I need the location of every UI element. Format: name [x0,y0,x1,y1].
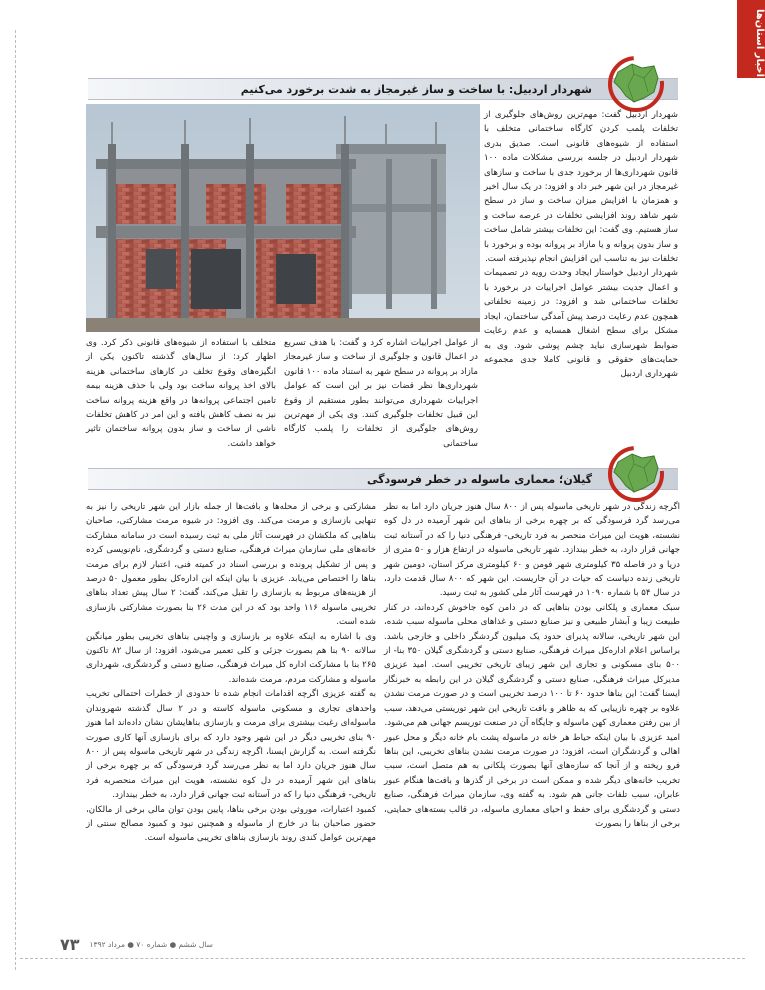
page-margin-line [15,30,16,970]
paragraph: مشارکتی و برخی از محله‌ها و بافت‌ها از جمله بازار این شهر تاریخی را نیز به تنهایی بازسازی و مرمت می‌کند. وی افزود: در شیوه مرمت مشارکتی، صاحبان بناهایی که ملکشان در فهرست آثار ملی به ثبت رسیده است در سامانه مشارکت خانه‌های ملی سازمان میراث فرهنگی، صنایع دستی و گردشگری، نام‌نویسی کرده و پس از تشکیل پرونده و بررسی اسناد در کمیته فنی، اعتبار لازم برای مرمت بناها را اختصاص می‌یابد. عزیزی با بیان اینکه این اداره‌کل بطور معمول ۵۰ درصد از هزینه‌های مربوط به بازسازی را تقبل می‌کند، گفت: ۲ سال پیش تعداد بناهای تخریبی ماسوله ۱۱۶ واحد بود که در این مدت ۲۶ بنا بصورت مشارکتی بازسازی شده است. [86,502,376,628]
ardabil-column-right [484,108,678,382]
paragraph: امید عزیزی با بیان اینکه حیاط هر خانه در ماسوله پشت بام خانه دیگر و محل عبور اهالی و گردشگران است، افزود: در صورت مرمت نشدن بناهای تخریبی، این بناها فرو ریخته و از آنجا که سازه‌های آنها بصورت پلکانی به هم متصل است، سبب تخریب خانه‌های دیگر شده و ممکن است در برخی از گذرها و بافت‌ها هنگام عبور عابران، سبب تلفات جانی هم شود. به گفته وی، سازمان میراث فرهنگی، صنایع دستی و گردشگری برای حفظ و احیای معماری ماسوله، در قالب بسته‌های حمایتی، برخی از بناها را بصورت [384,732,680,829]
section-tab: اخبار استان‌ها [737,0,765,78]
paragraph: اگرچه زندگی در شهر تاریخی ماسوله پس از ۸۰۰ سال هنوز جریان دارد اما به نظر می‌رسد گرد فرسودگی که بر چهره برخی از بناهای این شهر آرمیده در دل کوه نشسته، هویت این میراث منحصر به فرد تاریخی- فرهنگی دنیا را که در آستانه ثبت جهانی قرار دارد، به خطر بیندازد. شهر تاریخی ماسوله در ارتفاع هزار و ۵۰ متری از دریا و در فاصله ۳۵ کیلومتری شهر فومن و ۶۰ کیلومتری مرکز استان، دومین شهر تاریخی زنده دنیاست که حیات در آن جاریست. این شهر که ۸۰۰ سال قدمت دارد، در سال ۵۴ با شماره ۱۰۹۰ در فهرست آثار ملی کشور به ثبت رسید. [384,502,680,599]
iran-map-icon [604,52,668,112]
paragraph: کمبود اعتبارات، موروثی بودن برخی بناها، پایین بودن توان مالی برخی از مالکان، حضور صاحبان بنا در خارج از ماسوله و همچنین نبود و کمبود مصالح سنتی از مهم‌ترین عوامل کندی روند بازسازی بناهای تخریبی ماسوله است. [86,804,376,844]
paragraph: شهردار اردبیل گفت: مهم‌ترین روش‌های جلوگیری از تخلفات پلمب کردن کارگاه ساختمانی متخلف با استفاده از شیوه‌های قانونی است. صدیق بدری شهردار اردبیل در جلسه بررسی مشکلات ماده ۱۰۰ قانون شهرداری‌ها از برخورد جدی با ساخت و سازهای غیرمجاز در این شهر خبر داد و افزود: در یک سال اخیر و همزمان با افزایش میزان ساخت و ساز در سطح شهر شاهد روند افزایشی تخلفات در عرصه ساخت و ساز هستیم. وی گفت: این تخلفات بیشتر شامل ساخت و ساز بدون پروانه و یا مازاد بر پروانه بوده و برخورد با تخلفات نیز به تناسب این افزایش انجام نپذیرفته است. [484,110,678,265]
issue-info: سال ششم ● شماره ۷۰ ● مرداد ۱۳۹۲ [89,939,213,949]
iran-map-icon [604,442,668,502]
page-footer [60,936,213,952]
paragraph: به گفته عزیزی اگرچه اقدامات انجام شده تا حدودی از خطرات احتمالی تخریب واحدهای تجاری و مسکونی ماسوله کاسته و در ۲ سال گذشته شهروندان ماسوله‌ای رغبت بیشتری برای مرمت و بازسازی بناهایشان نشان داده‌اند اما هنوز ۹۰ بنای تخریبی دیگر در این شهر وجود دارد که برای بازسازی آنها کاری صورت نگرفته است. به گزارش ایسنا، اگرچه زندگی در شهر تاریخی ماسوله پس از ۸۰۰ سال هنوز جریان دارد اما به نظر می‌رسد گرد فرسودگی که بر چهره برخی از بناهای این شهر آرمیده در دل کوه نشسته، هویت این میراث منحصربه فرد تاریخی- فرهنگی دنیا را که در آستانه ثبت جهانی قرار دارد، به خطر بیندازد. [86,689,376,801]
ardabil-column-left [86,336,276,451]
construction-image [86,104,480,332]
section-header-ardabil [88,78,678,100]
paragraph: از عوامل اجراییات اشاره کرد و گفت: با هدف تسریع در اعمال قانون و جلوگیری از ساخت و ساز غیرمجاز مازاد بر پروانه در سطح شهر به استناد ماده ۱۰۰ قانون شهرداری‌ها نظر قضات نیز بر این است که عوامل اجراییات شهرداری می‌توانند بطور مستقیم از وقوع این قبیل تخلفات جلوگیری کنند. وی یکی از مهم‌ترین روش‌های جلوگیری از تخلفات را پلمب کارگاه ساختمانی [284,338,478,449]
paragraph: سبک معماری و پلکانی بودن بناهایی که در دامن کوه جاخوش کرده‌اند، در کنار طبیعت زیبا و آبشار طبیعی و نیز صنایع دستی و غذاهای محلی ماسوله سبب شده، این شهر تاریخی، سالانه پذیرای حدود یک میلیون گردشگر داخلی و خارجی باشد. براساس اعلام اداره‌کل میراث فرهنگی، صنایع دستی و گردشگری گیلان ۳۵۰ بنا- از ۵۰۰ بنای مسکونی و تجاری این شهر زیبای تاریخی تخریبی است. امید عزیزی مدیرکل میراث فرهنگی، صنایع دستی و گردشگری گیلان در این رابطه به خبرنگار ایسنا گفت: این بناها حدود ۶۰ تا ۱۰۰ درصد تخریبی است و در صورت مرمت نشدن علاوه بر چهره نازیبایی که به ظاهر و بافت تاریخی این شهر توریستی می‌دهد، سبب از بین رفتن معماری کهن ماسوله و جایگاه آن در صنعت توریسم جهانی هم می‌شود. [384,602,680,729]
gilan-column-right [384,500,680,831]
ardabil-column-middle [284,336,478,451]
paragraph: وی با اشاره به اینکه علاوه بر بازسازی و واچینی بناهای تخریبی بطور میانگین سالانه ۹۰ بنا هم بصورت جزئی و کلی تعمیر می‌شود، افزود: از سال ۸۲ تاکنون ۲۶۵ بنا با مشارکت اداره کل میراث فرهنگی، صنایع دستی و گردشگری، شهرداری ماسوله و مشارکت مردم، مرمت شده‌اند. [86,631,377,685]
section-title: شهردار اردبیل: با ساخت و ساز غیرمجاز به شدت برخورد می‌کنیم [240,82,592,96]
paragraph: متخلف با استفاده از شیوه‌های قانونی ذکر کرد. وی اظهار کرد: از سال‌های گذشته تاکنون یکی از انگیزه‌های وقوع تخلف در کارهای ساختمانی هزینه بالای اخذ پروانه ساخت بود ولی با حذف هزینه بیمه تامین اجتماعی پروانه‌ها در واقع هزینه پروانه ساخت نیز به نصف کاهش یافته و این امر در کاهش تخلفات ناشی از ساخت و ساز بدون پروانه ساختمان تاثیر خواهد داشت. [86,338,276,449]
section-title: گیلان؛ معماری ماسوله در خطر فرسودگی [367,472,592,486]
building-photo [86,104,480,332]
page-number: ۷۳ [60,934,80,954]
footer-divider [20,958,745,959]
paragraph: شهردار اردبیل خواستار ایجاد وحدت رویه در تصمیمات و اعمال جدیت بیشتر عوامل اجراییات در برخورد با تخلفات ساختمانی شد و افزود: در زمینه تخلفاتی همچون عدم رعایت درصد پیش آمدگی ساختمان، ایجاد مشکل برای سطح اشغال همسایه و عدم رعایت ضوابط شهرسازی نباید چشم پوشی شود. وی به حمایت‌های حقوقی و قانونی کاملا جدی مجموعه شهرداری اردبیل [484,268,678,380]
section-header-gilan [88,468,678,490]
gilan-column-left [86,500,376,846]
